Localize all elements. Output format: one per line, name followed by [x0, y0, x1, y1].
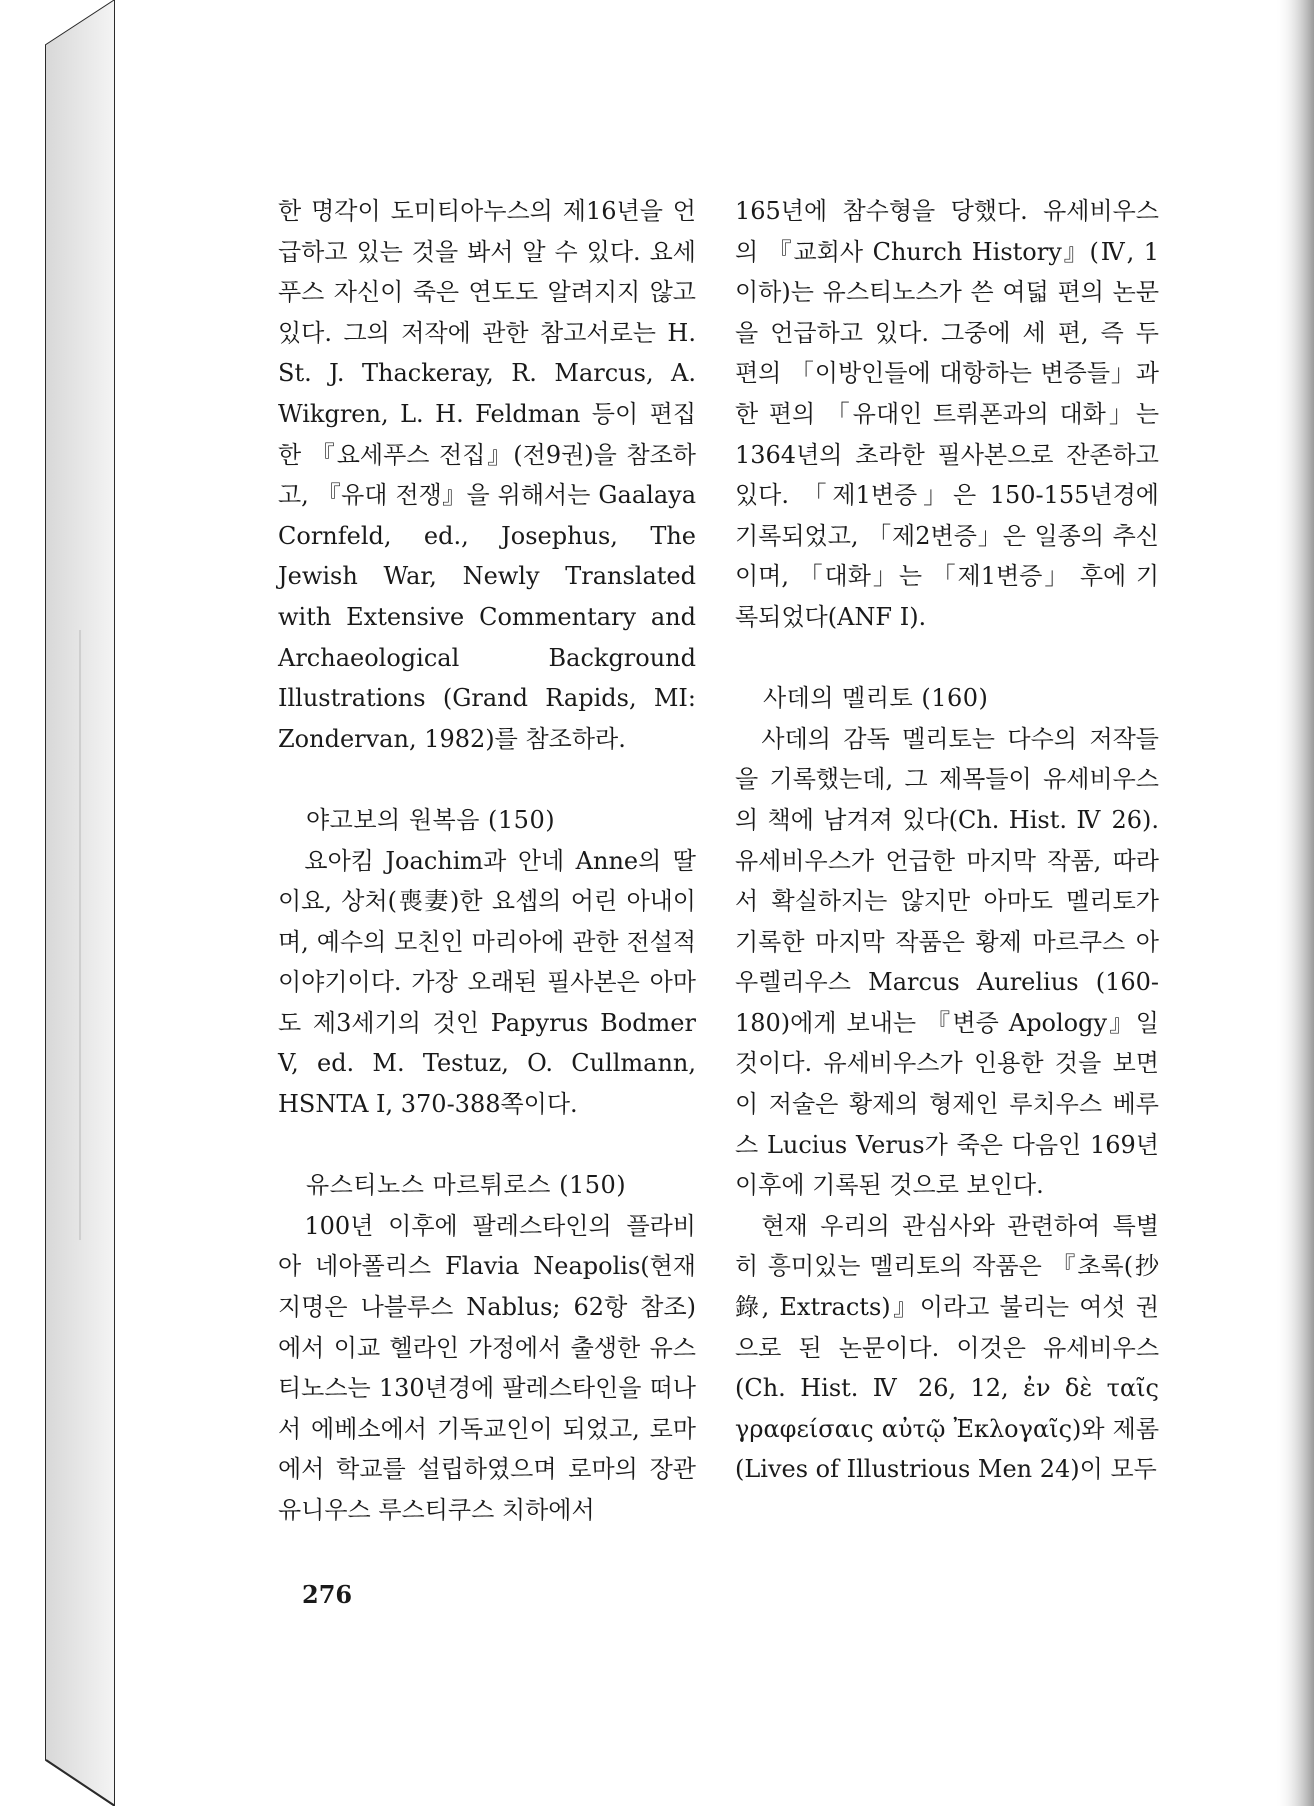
section-heading: 사데의 멜리토 (160) [763, 684, 989, 713]
body-paragraph: 요아킴 Joachim과 안네 Anne의 딸이요, 상처(喪妻)한 요셉의 어린 아내이며, 예수의 모친인 마리아에 관한 전설적 이야기이다. 가장 오래된 필사본은 아마도 제3세기의 것인 Papyrus Bodmer V, ed. M. Testuz, O. Cullmann, HSNTA Ⅰ, 370-388쪽이다. [278, 846, 696, 1119]
body-paragraph: 165년에 참수형을 당했다. 유세비우스의 『교회사 Church History』(Ⅳ, 1 이하)는 유스티노스가 쓴 여덟 편의 논문을 언급하고 있다. 그중에 세 편, 즉 두 편의 「이방인들에 대항하는 변증들」과 한 편의 「유대인 트뤼폰과의 대화」는 1364년의 초라한 필사본으로 잔존하고 있다. 「제1변증」은 150-155년경에 기록되었고, 「제2변증」은 일종의 추신이며, 「대화」는 「제1변증」 후에 기록되었다(ANF Ⅰ). [735, 197, 1159, 631]
body-paragraph: 100년 이후에 팔레스타인의 플라비아 네아폴리스 Flavia Neapolis(현재 지명은 나블루스 Nablus; 62항 참조)에서 이교 헬라인 가정에서 출생한 유스티노스는 130년경에 팔레스타인을 떠나서 에베소에서 기독교인이 되었고, 로마에서 학교를 설립하였으며 로마의 장관 유니우스 루스티쿠스 치하에서 [278, 1211, 696, 1524]
body-paragraph: 사데의 감독 멜리토는 다수의 저작들을 기록했는데, 그 제목들이 유세비우스의 책에 남겨져 있다(Ch. Hist. Ⅳ 26). 유세비우스가 언급한 마지막 작품, 따라서 확실하지는 않지만 아마도 멜리토가 기록한 마지막 작품은 황제 마르쿠스 아우렐리우스 Marcus Aurelius (160-180)에게 보내는 『변증 Apology』일 것이다. 유세비우스가 인용한 것을 보면 이 저술은 황제의 형제인 루치우스 베루스 Lucius Verus가 죽은 다음인 169년 이후에 기록된 것으로 보인다. [735, 724, 1159, 1200]
section-gap [278, 759, 696, 800]
body-paragraph: 현재 우리의 관심사와 관련하여 특별히 흥미있는 멜리토의 작품은 『초록(抄錄, Extracts)』이라고 불리는 여섯 권으로 된 논문이다. 이것은 유세비우스(Ch. Hist. Ⅳ 26, 12, ἐν δὲ ταῖς γραφείσαις αὐτῷ Ἐκλογαῖς)와 제롬(Lives of Illustrious Men 24)이 모두 [735, 1211, 1159, 1484]
section-gap [735, 638, 1159, 679]
section-gap [278, 1125, 696, 1166]
body-paragraph: 한 명각이 도미티아누스의 제16년을 언급하고 있는 것을 봐서 알 수 있다. 요세푸스 자신이 죽은 연도도 알려지지 않고 있다. 그의 저작에 관한 참고서로는 H. St. J. Thackeray, R. Marcus, A. Wikgren, L. H. Feldman 등이 편집한 『요세푸스 전집』(전9권)을 참조하고, 『유대 전쟁』을 위해서는 Gaalaya Cornfeld, ed., Josephus, The Jewish War, Newly Translated with Extensive Commentary and Archaeological Background Illustrations (Grand Rapids, MI: Zondervan, 1982)를 참조하라. [278, 197, 696, 753]
left-text-column [278, 191, 696, 1531]
right-text-column [735, 191, 1159, 1490]
section-heading: 야고보의 원복음 (150) [306, 805, 556, 834]
section-heading: 유스티노스 마르튀로스 (150) [306, 1171, 627, 1200]
page-number: 276 [302, 1580, 353, 1609]
